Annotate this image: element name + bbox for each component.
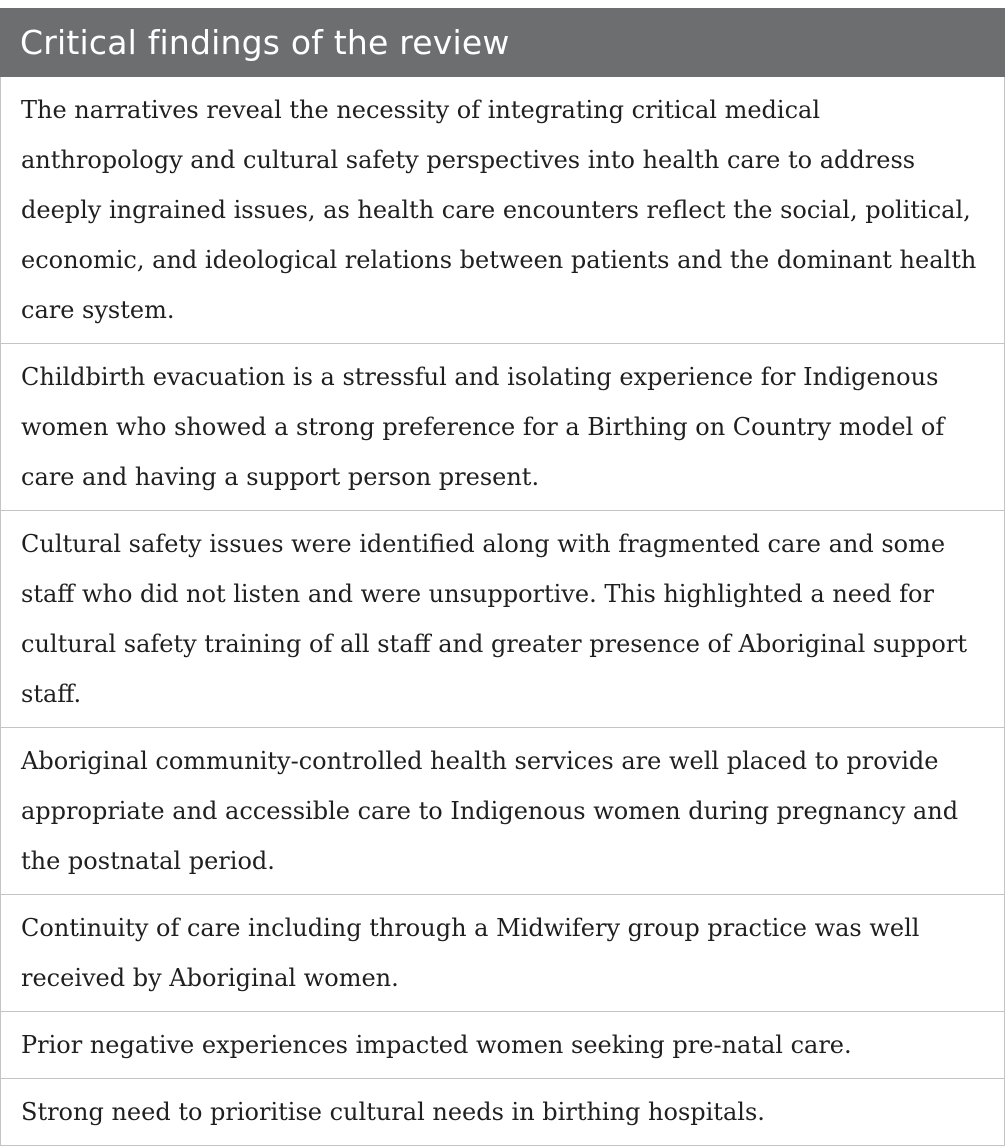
finding-text: Childbirth evacuation is a stressful and isolating experience for Indigenous women who showed a strong preference for a Birthing on Country model of care and having a support person present. [21,363,945,491]
findings-table [0,8,1005,1146]
finding-text: Prior negative experiences impacted women seeking pre-natal care. [21,1031,852,1059]
table-row [1,510,1004,727]
finding-text: Cultural safety issues were identified along with fragmented care and some staff who did not listen and were unsupportive. This highlighted a need for cultural safety training of all staff and greater presence of Aboriginal support staff. [21,530,967,708]
table-body [1,77,1004,1145]
finding-text: Strong need to prioritise cultural needs in birthing hospitals. [21,1098,765,1126]
finding-text: Aboriginal community-controlled health services are well placed to provide appropriate and accessible care to Indigenous women during pregnancy and the postnatal period. [21,747,959,875]
table-row [1,343,1004,510]
table-header-title: Critical findings of the review [20,23,510,62]
table-header [0,8,1005,77]
finding-text: Continuity of care including through a Midwifery group practice was well received by Aboriginal women. [21,914,920,992]
table-row [1,894,1004,1011]
table-row [1,1078,1004,1145]
table-row [1,727,1004,894]
table-row [1,1011,1004,1078]
finding-text: The narratives reveal the necessity of integrating critical medical anthropology and cultural safety perspectives into health care to address deeply ingrained issues, as health care encounters reflect the social, political, economic, and ideological relations between patients and the dominant health care system. [21,96,977,324]
table-row [1,77,1004,343]
